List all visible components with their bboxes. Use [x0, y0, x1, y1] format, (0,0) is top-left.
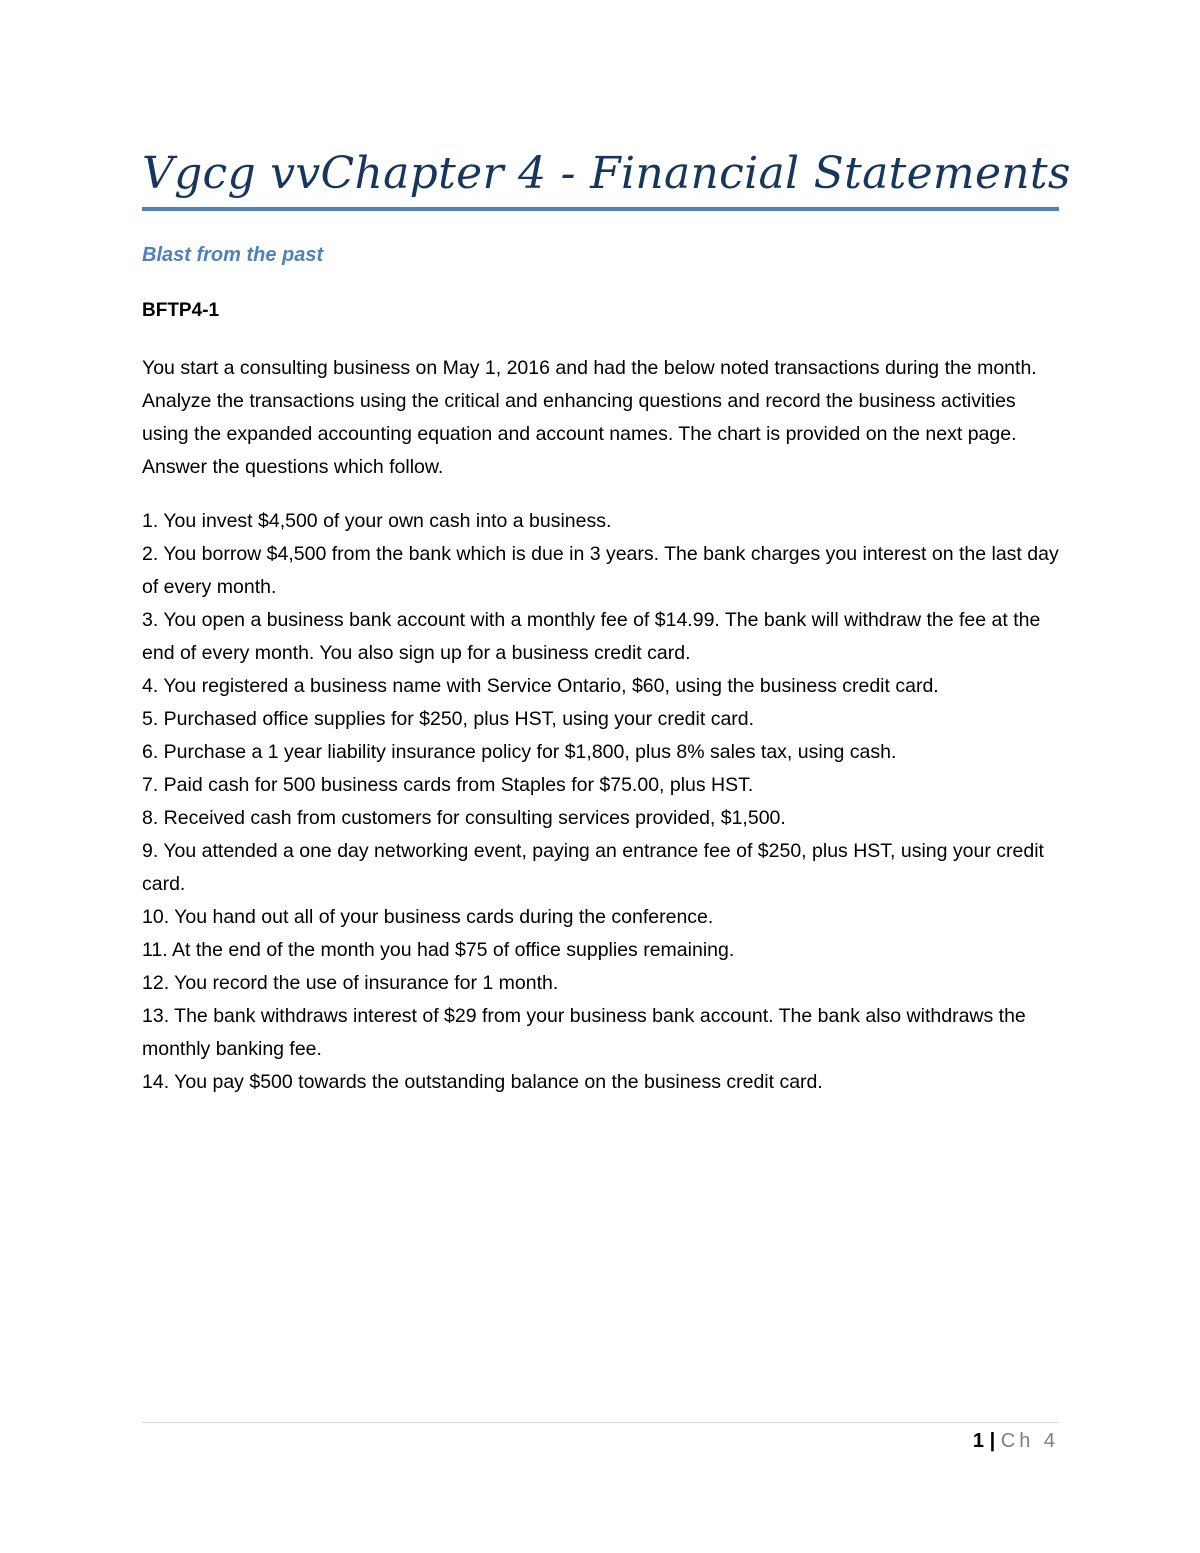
transaction-item: 6. Purchase a 1 year liability insurance policy for $1,800, plus 8% sales tax, using cash. — [142, 741, 897, 763]
transaction-item: 10. You hand out all of your business cards during the conference. — [142, 906, 714, 928]
footer-separator: | — [989, 1430, 996, 1452]
page-footer — [973, 1428, 1059, 1454]
transaction-item: 9. You attended a one day networking event, paying an entrance fee of $250, plus HST, using your credit card. — [142, 840, 1044, 895]
transaction-list — [142, 505, 1062, 1099]
exercise-code: BFTP4-1 — [142, 300, 220, 321]
section-subtitle: Blast from the past — [142, 244, 324, 266]
intro-paragraph: You start a consulting business on May 1, 2016 and had the below noted transactions during the month. Analyze the transactions using the critical and enhancing questions and record the business activities using the expanded accounting equation and account names. The chart is provided on the next page. Answer the questions which follow. — [142, 357, 1037, 478]
title-underline — [142, 207, 1059, 211]
transaction-item: 4. You registered a business name with Service Ontario, $60, using the business credit card. — [142, 675, 939, 697]
page-title: Vgcg vvChapter 4 - Financial Statements — [142, 148, 1071, 199]
transaction-item: 1. You invest $4,500 of your own cash into a business. — [142, 510, 612, 532]
transaction-item: 13. The bank withdraws interest of $29 from your business bank account. The bank also withdraws the monthly banking fee. — [142, 1005, 1026, 1060]
transaction-item: 3. You open a business bank account with a monthly fee of $14.99. The bank will withdraw the fee at the end of every month. You also sign up for a business credit card. — [142, 609, 1041, 664]
transaction-item: 2. You borrow $4,500 from the bank which is due in 3 years. The bank charges you interest on the last day of every month. — [142, 543, 1059, 598]
transaction-item: 14. You pay $500 towards the outstanding balance on the business credit card. — [142, 1071, 823, 1093]
transaction-item: 11. At the end of the month you had $75 of office supplies remaining. — [142, 939, 735, 961]
transaction-item: 8. Received cash from customers for consulting services provided, $1,500. — [142, 807, 786, 829]
transaction-item: 7. Paid cash for 500 business cards from Staples for $75.00, plus HST. — [142, 774, 754, 796]
transaction-item: 5. Purchased office supplies for $250, plus HST, using your credit card. — [142, 708, 755, 730]
footer-divider — [142, 1422, 1059, 1423]
page-number: 1 — [972, 1430, 985, 1452]
transaction-item: 12. You record the use of insurance for 1 month. — [142, 972, 559, 994]
chapter-label: Ch 4 — [1000, 1430, 1059, 1452]
